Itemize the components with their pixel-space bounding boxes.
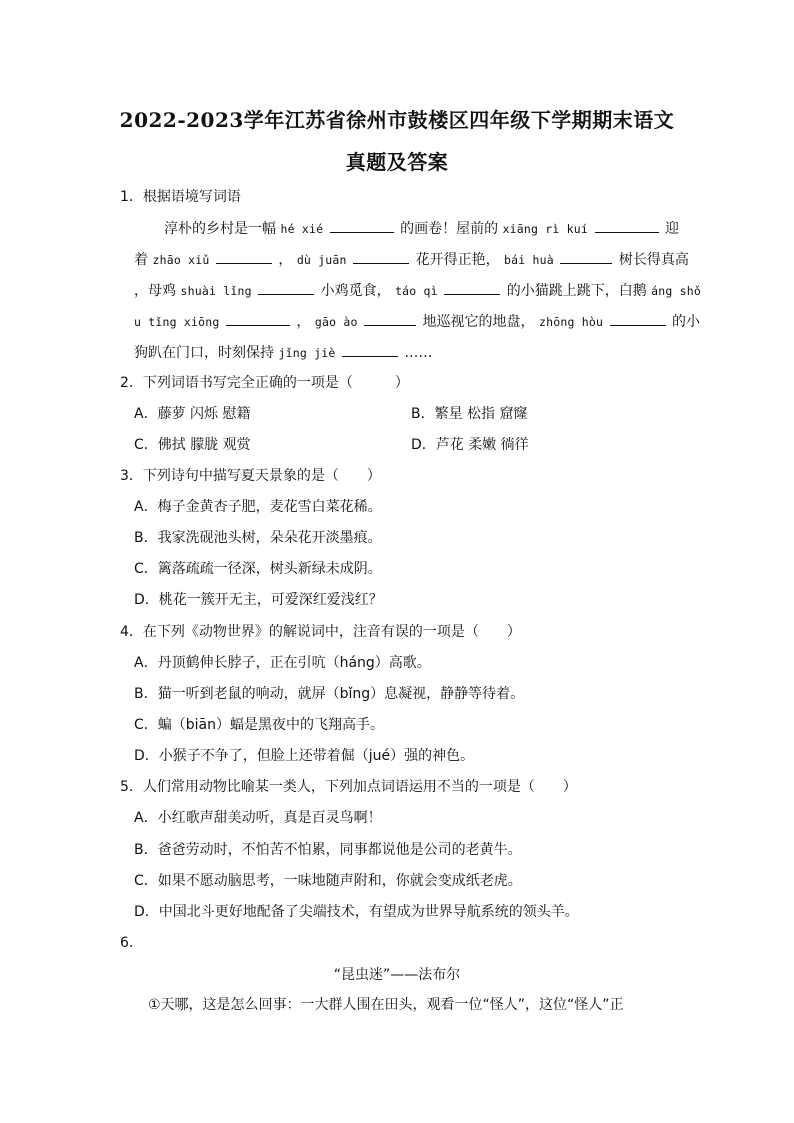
question-2-label: 2．下列词语书写完全正确的一项是（ ） [120,375,409,391]
q1-text: 花开得正艳， [415,252,500,268]
q1-text: 的小 [671,314,700,330]
q4-option-d[interactable]: D．小猴子不争了，但脸上还带着倔（jué）强的神色。 [134,748,475,764]
pinyin-hint: shuài lǐng [180,284,252,298]
q1-text: 狗趴在门口，时刻保持 [134,345,274,361]
q1-line-4 [134,311,700,332]
q1-text: …… [404,345,433,361]
pinyin-hint: zhōng hòu [538,315,604,329]
document-title-line2: 真题及答案 [345,150,449,174]
q5-option-b[interactable]: B．爸爸劳动时，不怕苦不怕累，同事都说他是公司的老黄牛。 [134,842,522,858]
q2-option-d[interactable]: D．芦花 柔嫩 徜徉 [411,437,529,453]
pinyin-hint: áng shǒ [651,284,702,298]
q2-option-c[interactable]: C．佛拭 朦胧 观赏 [134,437,251,453]
q3-option-b[interactable]: B．我家洗砚池头树，朵朵花开淡墨痕。 [134,530,382,546]
pinyin-hint: u tǐng xiōng [134,315,220,329]
answer-blank[interactable] [595,218,659,233]
q1-text: ，母鸡 [134,283,176,299]
q1-text: ， [296,314,311,330]
pinyin-hint: jǐng jiè [278,346,336,360]
pinyin-hint: xiāng rì kuí [502,222,589,236]
pinyin-hint: táo qì [395,284,438,298]
answer-blank[interactable] [330,218,394,233]
answer-blank[interactable] [258,280,314,295]
q1-text: 小鸡觅食， [320,283,391,299]
q1-text: ， [278,252,293,268]
answer-blank[interactable] [610,311,666,326]
q1-text: 的小猫跳上跳下，白鹅 [506,283,647,299]
answer-blank[interactable] [560,249,612,264]
passage-title: “昆虫迷”——法布尔 [333,967,461,983]
q1-text: 迎 [664,221,679,237]
q1-text: 树长得真高 [618,252,689,268]
question-3-label: 3．下列诗句中描写夏天景象的是（ ） [120,468,381,484]
pinyin-hint: dù juān [296,253,347,267]
q2-option-b[interactable]: B．繁星 松指 窟窿 [411,406,528,422]
pinyin-hint: hé xié [280,222,324,236]
pinyin-hint: bái huà [504,253,554,267]
q1-text: 淳朴的乡村是一幅 [164,221,276,237]
q1-line-5 [134,342,432,363]
q1-line-2 [134,249,689,270]
answer-blank[interactable] [342,342,398,357]
answer-blank[interactable] [364,311,416,326]
q1-text: 地巡视它的地盘， [422,314,535,330]
q3-option-d[interactable]: D．桃花一簇开无主，可爱深红爱浅红？ [134,592,383,608]
q1-line-1 [164,218,679,239]
answer-blank[interactable] [226,311,290,326]
document-title-line1: 2022-2023学年江苏省徐州市鼓楼区四年级下学期期末语文 [119,108,675,132]
q2-option-a[interactable]: A．藤萝 闪烁 慰籍 [134,406,251,422]
q4-option-c[interactable]: C．蝙（biān）蝠是黑夜中的飞翔高手。 [134,717,385,733]
pinyin-hint: zhāo xiǔ [152,253,210,267]
answer-blank[interactable] [353,249,409,264]
answer-blank[interactable] [216,249,272,264]
q5-option-a[interactable]: A．小红歌声甜美动听，真是百灵鸟啊！ [134,810,382,826]
pinyin-hint: gāo ào [314,315,358,329]
q5-option-c[interactable]: C．如果不愿动脑思考，一味地随声附和，你就会变成纸老虎。 [134,873,522,889]
q3-option-c[interactable]: C．篱落疏疏一径深，树头新绿未成阴。 [134,561,382,577]
passage-paragraph-1: ①天哪，这是怎么回事：一大群人围在田头，观看一位“怪人”，这位“怪人”正 [148,997,624,1013]
answer-blank[interactable] [444,280,500,295]
q1-text: 着 [134,252,148,268]
q4-option-a[interactable]: A．丹顶鹤伸长脖子，正在引吭（háng）高歌。 [134,655,431,671]
question-1-label: 1．根据语境写词语 [120,189,241,205]
q4-option-b[interactable]: B．猫一听到老鼠的响动，就屏（bǐng）息凝视，静静等待着。 [134,686,525,702]
q1-line-3 [134,280,701,301]
question-5-label: 5．人们常用动物比喻某一类人，下列加点词语运用不当的一项是（ ） [120,779,577,795]
q3-option-a[interactable]: A．梅子金黄杏子肥，麦花雪白菜花稀。 [134,499,382,515]
question-6-label: 6． [120,935,143,951]
question-4-label: 4．在下列《动物世界》的解说词中，注音有误的一项是（ ） [120,624,521,640]
q1-text: 的画卷！屋前的 [400,221,499,237]
q5-option-d[interactable]: D．中国北斗更好地配备了尖端技术，有望成为世界导航系统的领头羊。 [134,904,579,920]
